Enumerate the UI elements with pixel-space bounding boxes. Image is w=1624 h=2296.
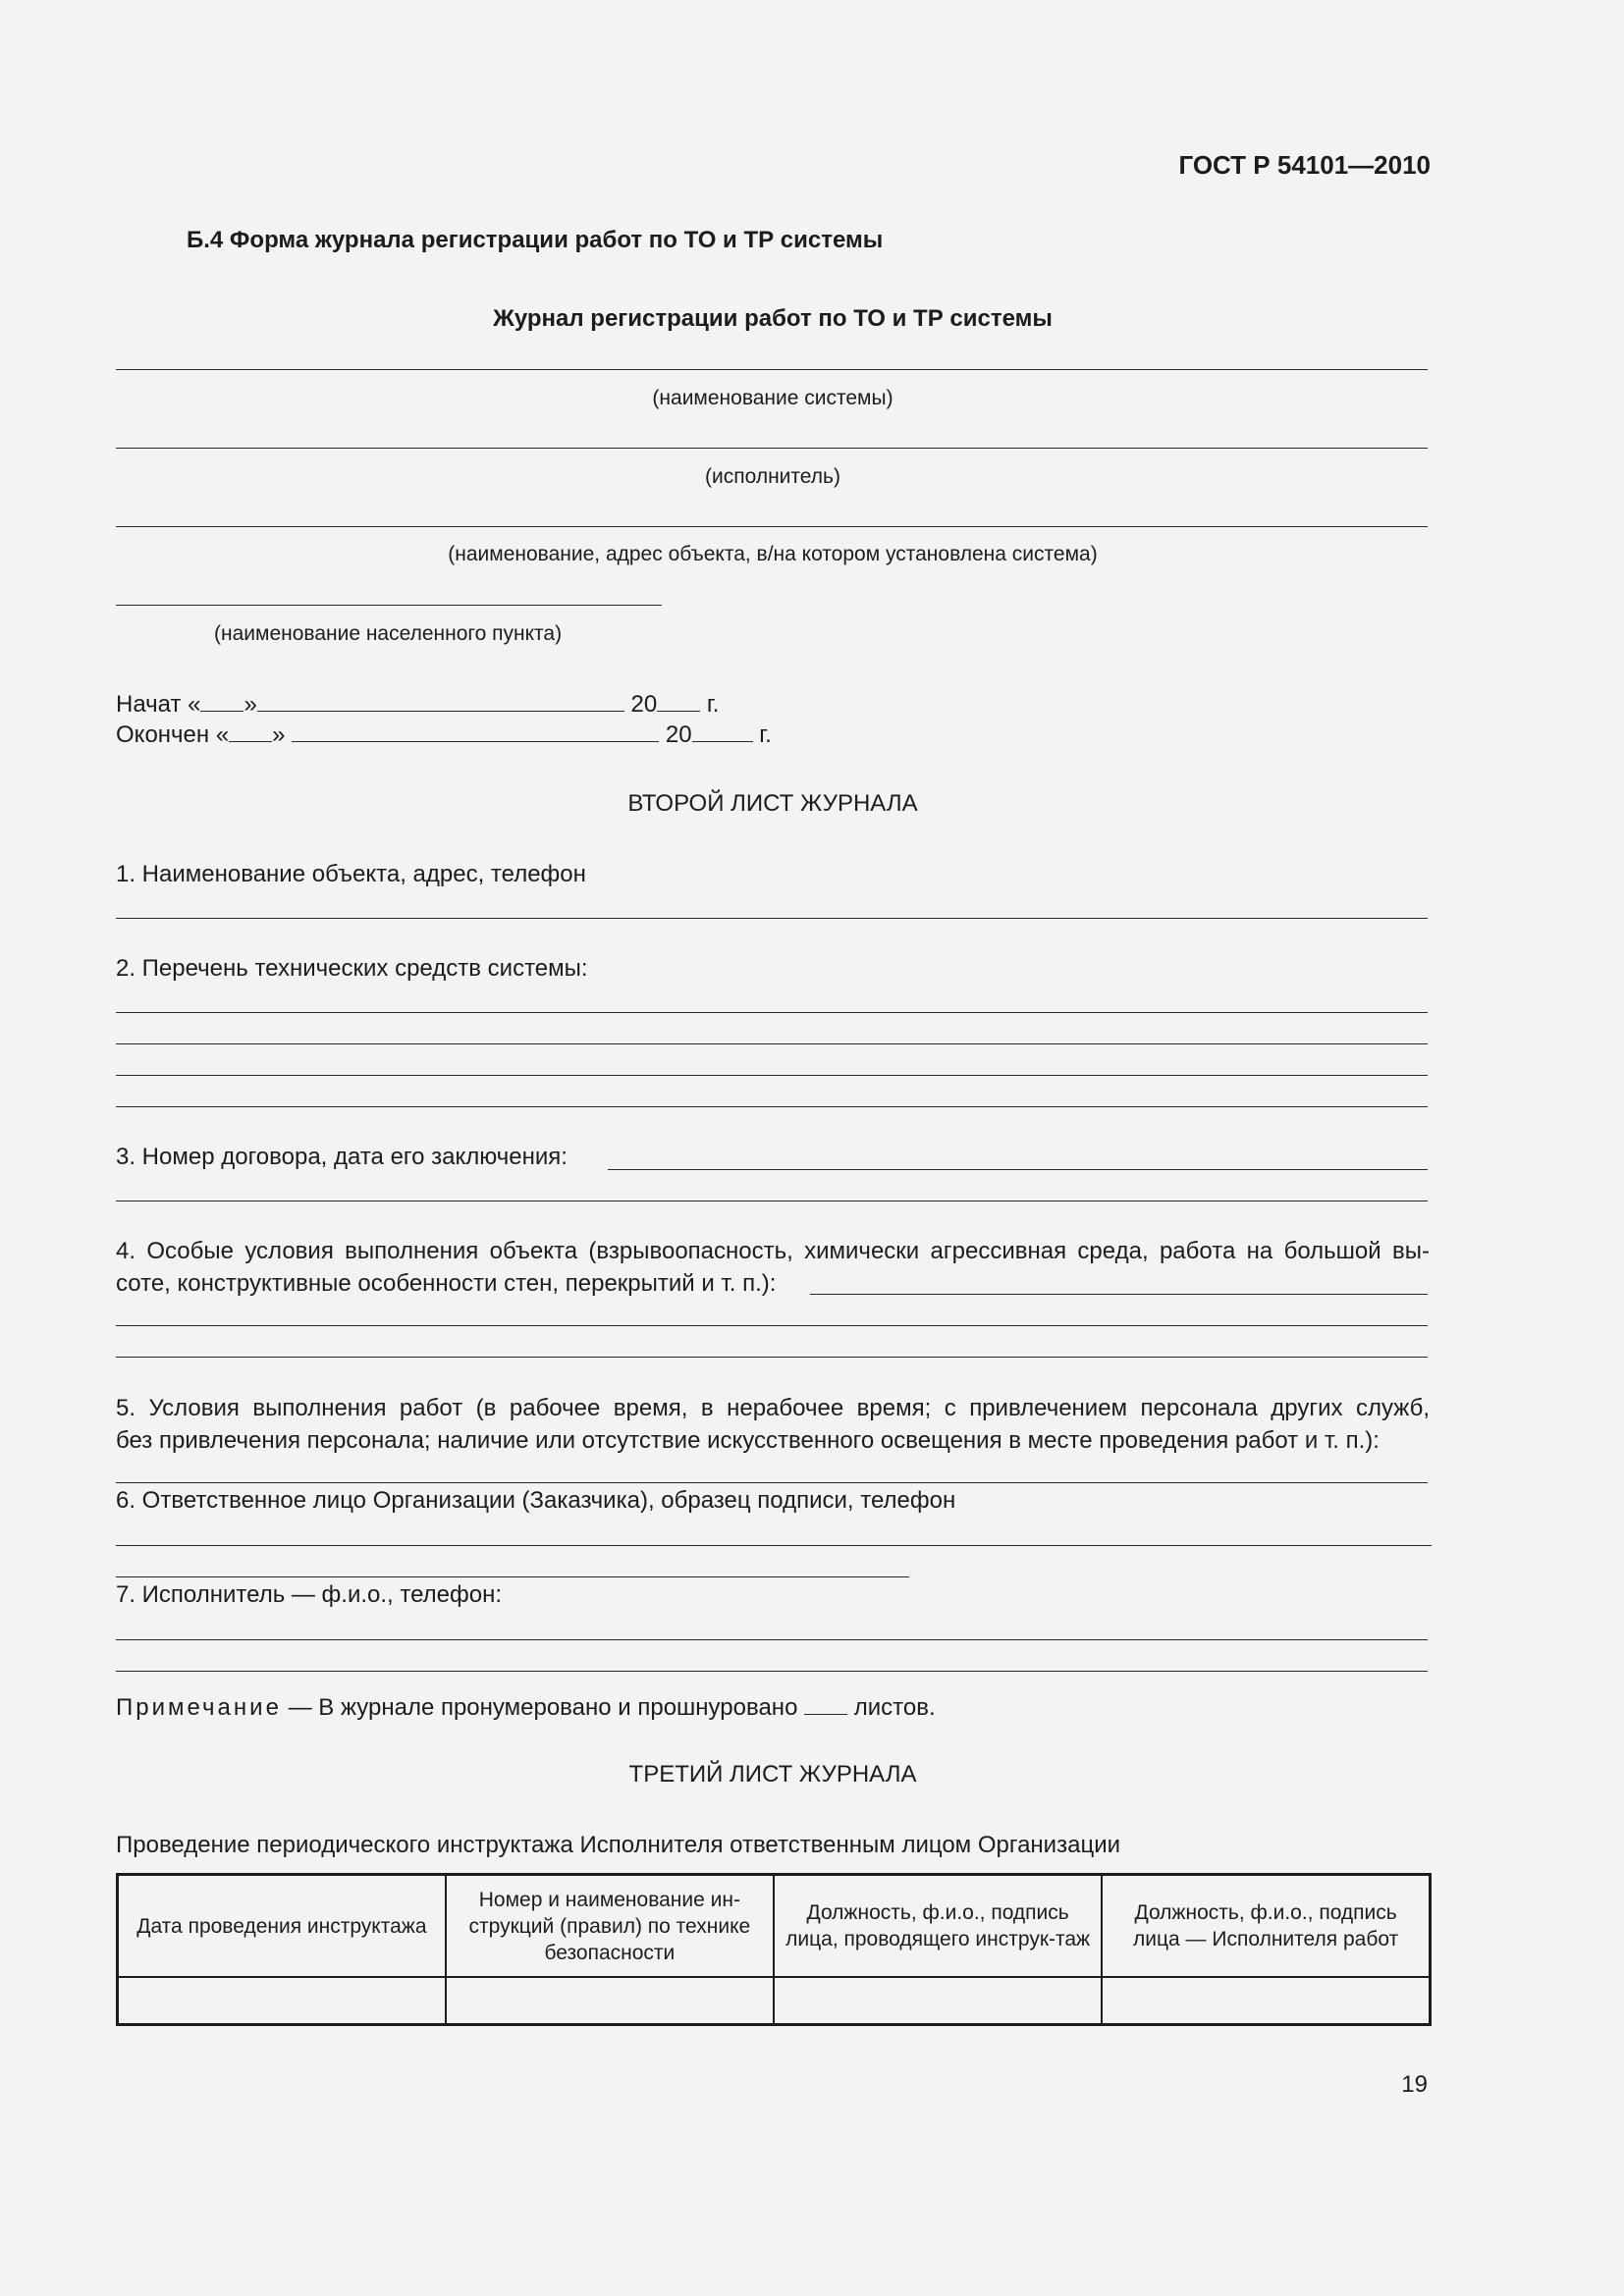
item-4-inline-line[interactable] [810, 1294, 1428, 1295]
item-4-line-b[interactable] [116, 1357, 1428, 1358]
document-code: ГОСТ Р 54101—2010 [1178, 150, 1431, 180]
system-name-line[interactable] [116, 369, 1428, 370]
item-6-line-2[interactable] [116, 1576, 909, 1577]
briefing-table [116, 1873, 1432, 2026]
item-1-line[interactable] [116, 918, 1428, 919]
ended-row [116, 720, 772, 749]
started-day-blank[interactable] [200, 689, 244, 712]
section-title: Б.4 Форма журнала регистрации работ по ТО и ТР системы [187, 227, 884, 253]
started-suffix: г. [706, 691, 720, 718]
ended-suffix: г. [759, 721, 772, 748]
item-5-paragraph [116, 1392, 1430, 1457]
item-2-line-4[interactable] [116, 1106, 1428, 1107]
item-4-line-a[interactable] [116, 1325, 1428, 1326]
object-address-caption: (наименование, адрес объекта, в/на котором установлена система) [448, 543, 1098, 565]
table-caption: Проведение периодического инструктажа Исполнителя ответственным лицом Организации [116, 1832, 1120, 1858]
item-5-line-2: без привлечения персонала; наличие или отсутствие искусственного освещения в месте проведения работ и т. п.): [116, 1427, 1380, 1454]
item-7-line-2[interactable] [116, 1671, 1428, 1672]
ended-day-blank[interactable] [229, 720, 272, 742]
item-2-line-3[interactable] [116, 1075, 1428, 1076]
ended-year-blank[interactable] [692, 720, 753, 742]
object-address-line[interactable] [116, 526, 1428, 527]
column-header-instructions: Номер и наименование ин-струкций (правил) по технике безопасности [446, 1875, 774, 1978]
started-month-blank[interactable] [257, 689, 624, 712]
item-2-label: 2. Перечень технических средств системы: [116, 955, 588, 982]
item-2-line-2[interactable] [116, 1043, 1428, 1044]
table-cell-instructor[interactable] [774, 1977, 1102, 2025]
item-5-line-1: 5. Условия выполнения работ (в рабочее время, в нерабочее время; с привлечением персонала других служб, [116, 1395, 1430, 1421]
ended-mid: » [272, 721, 286, 748]
item-4-line-1: 4. Особые условия выполнения объекта (взрывоопасность, химически агрессивная среда, работа на большой вы- [116, 1238, 1430, 1264]
contractor-caption: (исполнитель) [705, 465, 840, 488]
note-text-after: листов. [847, 1694, 936, 1721]
contractor-line[interactable] [116, 448, 1428, 449]
started-row [116, 689, 719, 719]
column-header-contractor: Должность, ф.и.о., подпись лица — Исполнителя работ [1102, 1875, 1430, 1978]
item-2-line-1[interactable] [116, 1012, 1428, 1013]
item-6-label: 6. Ответственное лицо Организации (Заказчика), образец подписи, телефон [116, 1487, 956, 1514]
ended-prefix: Окончен « [116, 721, 230, 748]
table-cell-contractor[interactable] [1102, 1977, 1430, 2025]
item-1-label: 1. Наименование объекта, адрес, телефон [116, 861, 586, 887]
item-3-label: 3. Номер договора, дата его заключения: [116, 1144, 568, 1170]
journal-title: Журнал регистрации работ по ТО и ТР системы [493, 305, 1053, 332]
item-4-line-2: соте, конструктивные особенности стен, перекрытий и т. п.): [116, 1270, 777, 1297]
note-sheet-count-blank[interactable] [804, 1692, 847, 1715]
second-sheet-heading: ВТОРОЙ ЛИСТ ЖУРНАЛА [627, 790, 918, 817]
table-cell-instructions[interactable] [446, 1977, 774, 2025]
ended-year-prefix: 20 [665, 721, 692, 748]
note-dash: — [281, 1694, 319, 1721]
table-row [118, 1977, 1431, 2025]
third-sheet-heading: ТРЕТИЙ ЛИСТ ЖУРНАЛА [628, 1761, 917, 1788]
item-7-label: 7. Исполнитель — ф.и.о., телефон: [116, 1581, 503, 1608]
locality-caption: (наименование населенного пункта) [214, 622, 563, 645]
locality-line[interactable] [116, 605, 662, 606]
item-3-inline-line[interactable] [608, 1169, 1428, 1170]
started-year-blank[interactable] [657, 689, 700, 712]
system-name-caption: (наименование системы) [652, 387, 893, 409]
item-4-paragraph [116, 1235, 1430, 1300]
ended-month-blank[interactable] [292, 720, 659, 742]
item-5-line[interactable] [116, 1482, 1428, 1483]
item-7-line-1[interactable] [116, 1639, 1428, 1640]
started-prefix: Начат « [116, 691, 201, 718]
column-header-date: Дата проведения инструктажа [118, 1875, 446, 1978]
note-row [116, 1692, 936, 1722]
item-6-line-1[interactable] [116, 1545, 1432, 1546]
table-cell-date[interactable] [118, 1977, 446, 2025]
started-mid: » [244, 691, 257, 718]
note-label: Примечание [116, 1694, 282, 1721]
column-header-instructor: Должность, ф.и.о., подпись лица, проводящего инструк-таж [774, 1875, 1102, 1978]
table-header-row [118, 1875, 1431, 1978]
started-year-prefix: 20 [630, 691, 658, 718]
page-number: 19 [1401, 2071, 1428, 2098]
note-text-before: В журнале пронумеровано и прошнуровано [318, 1694, 805, 1721]
